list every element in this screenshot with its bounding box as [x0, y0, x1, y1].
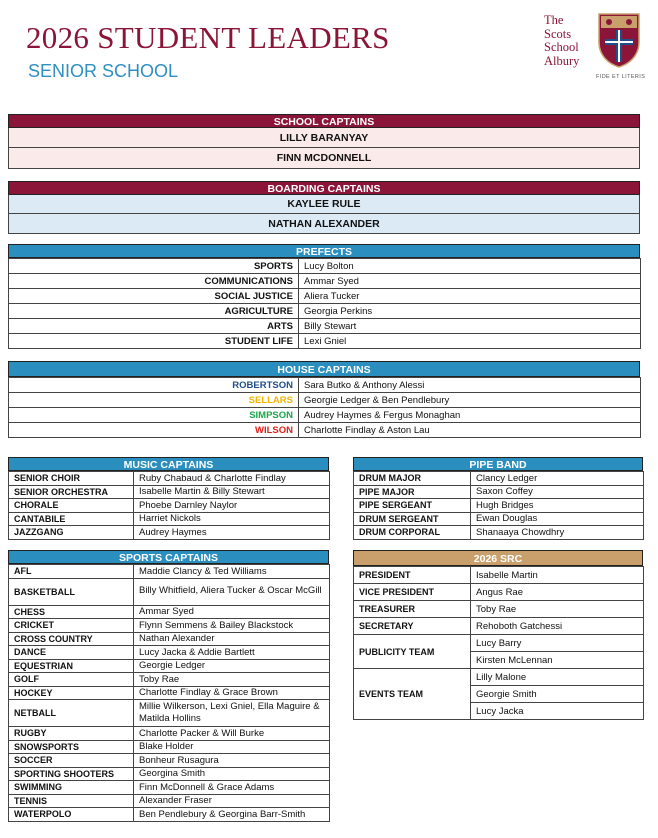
- table-row: [354, 635, 644, 652]
- school-motto: FIDE ET LITERIS: [596, 74, 646, 80]
- school-captains-section: [8, 114, 640, 169]
- role-label: PUBLICITY TEAM: [354, 635, 471, 669]
- role-label: CANTABILE: [9, 512, 134, 526]
- role-label: DRUM SERGEANT: [354, 512, 471, 526]
- role-label: PIPE SERGEANT: [354, 499, 471, 513]
- student-name: Isabelle Martin: [471, 567, 644, 584]
- captain-names: Georgie Ledger & Ben Pendlebury: [299, 393, 641, 408]
- student-name: Rehoboth Gatchessi: [471, 618, 644, 635]
- role-label: AGRICULTURE: [9, 304, 299, 319]
- captain-names: Blake Holder: [134, 740, 330, 754]
- sport-label: GOLF: [9, 673, 134, 687]
- sport-label: CRICKET: [9, 619, 134, 633]
- sport-label: WATERPOLO: [9, 808, 134, 822]
- table-row: [9, 423, 641, 438]
- role-label: SOCIAL JUSTICE: [9, 289, 299, 304]
- sport-label: SOCCER: [9, 754, 134, 768]
- captain-names: Flynn Semmens & Bailey Blackstock: [134, 619, 330, 633]
- student-name: Ammar Syed: [299, 274, 641, 289]
- student-name: Angus Rae: [471, 584, 644, 601]
- house-captains-section: [8, 361, 640, 438]
- captain-names: Billy Whitfield, Aliera Tucker & Oscar McGill: [134, 578, 330, 605]
- src-table: [353, 566, 644, 720]
- house-captains-table: [8, 377, 641, 438]
- section-header: SCHOOL CAPTAINS: [8, 114, 640, 128]
- table-row: [9, 259, 641, 274]
- captain-name: KAYLEE RULE: [8, 195, 640, 214]
- table-row: [9, 808, 330, 822]
- captain-names: Toby Rae: [134, 673, 330, 687]
- table-row: [354, 512, 644, 526]
- pipe-band-section: [353, 457, 643, 540]
- role-label: CHORALE: [9, 499, 134, 513]
- house-name: SELLARS: [9, 393, 299, 408]
- role-label: COMMUNICATIONS: [9, 274, 299, 289]
- house-name: ROBERTSON: [9, 378, 299, 393]
- table-row: [9, 526, 330, 540]
- table-row: [9, 686, 330, 700]
- table-row: [9, 393, 641, 408]
- section-header: SPORTS CAPTAINS: [8, 550, 329, 564]
- captain-names: Bonheur Rusagura: [134, 754, 330, 768]
- sport-label: AFL: [9, 565, 134, 579]
- sports-captains-section: [8, 550, 329, 822]
- student-name: Shanaaya Chowdhry: [471, 526, 644, 540]
- captain-names: Millie Wilkerson, Lexi Gniel, Ella Maguire & Matilda Hollins: [134, 700, 330, 727]
- boarding-captains-section: [8, 181, 640, 234]
- role-label: SENIOR ORCHESTRA: [9, 485, 134, 499]
- table-row: [354, 472, 644, 486]
- student-name: Lucy Bolton: [299, 259, 641, 274]
- section-header: BOARDING CAPTAINS: [8, 181, 640, 195]
- student-name: Lexi Gniel: [299, 334, 641, 349]
- captain-names: Georgina Smith: [134, 767, 330, 781]
- logo-line: School: [544, 40, 579, 54]
- section-header: 2026 SRC: [353, 550, 643, 566]
- student-name: Isabelle Martin & Billy Stewart: [134, 485, 330, 499]
- captain-names: Ben Pendlebury & Georgina Barr-Smith: [134, 808, 330, 822]
- table-row: [9, 408, 641, 423]
- school-logo-text: [544, 14, 579, 68]
- student-name: Toby Rae: [471, 601, 644, 618]
- section-header: MUSIC CAPTAINS: [8, 457, 329, 471]
- src-section: [353, 550, 643, 720]
- student-name: Hugh Bridges: [471, 499, 644, 513]
- table-row: [9, 605, 330, 619]
- table-row: [354, 499, 644, 513]
- student-name: Lucy Jacka: [471, 703, 644, 720]
- page-subtitle: SENIOR SCHOOL: [28, 61, 179, 81]
- sport-label: CHESS: [9, 605, 134, 619]
- table-row: [9, 319, 641, 334]
- captain-name: NATHAN ALEXANDER: [8, 214, 640, 234]
- sport-label: RUGBY: [9, 727, 134, 741]
- captain-names: Charlotte Packer & Will Burke: [134, 727, 330, 741]
- role-label: JAZZGANG: [9, 526, 134, 540]
- captain-names: Nathan Alexander: [134, 632, 330, 646]
- section-header: PREFECTS: [8, 244, 640, 258]
- sport-label: SWIMMING: [9, 781, 134, 795]
- captain-names: Sara Butko & Anthony Alessi: [299, 378, 641, 393]
- table-row: [9, 754, 330, 768]
- table-row: [9, 378, 641, 393]
- captain-names: Lucy Jacka & Addie Bartlett: [134, 646, 330, 660]
- table-row: [354, 526, 644, 540]
- sports-captains-table: [8, 564, 330, 822]
- role-label: SECRETARY: [354, 618, 471, 635]
- table-row: [9, 619, 330, 633]
- student-name: Kirsten McLennan: [471, 652, 644, 669]
- role-label: VICE PRESIDENT: [354, 584, 471, 601]
- captain-names: Finn McDonnell & Grace Adams: [134, 781, 330, 795]
- table-row: [9, 274, 641, 289]
- table-row: [354, 567, 644, 584]
- role-label: EVENTS TEAM: [354, 669, 471, 720]
- table-row: [9, 767, 330, 781]
- sport-label: CROSS COUNTRY: [9, 632, 134, 646]
- student-name: Harriet Nickols: [134, 512, 330, 526]
- school-crest-icon: [597, 12, 641, 68]
- table-row: [9, 673, 330, 687]
- role-label: STUDENT LIFE: [9, 334, 299, 349]
- sport-label: SPORTING SHOOTERS: [9, 767, 134, 781]
- role-label: SENIOR CHOIR: [9, 472, 134, 486]
- music-captains-table: [8, 471, 330, 540]
- table-row: [9, 304, 641, 319]
- sport-label: TENNIS: [9, 794, 134, 808]
- table-row: [354, 618, 644, 635]
- logo-line: Scots: [544, 26, 572, 41]
- student-name: Georgia Perkins: [299, 304, 641, 319]
- section-header: HOUSE CAPTAINS: [8, 361, 640, 377]
- table-row: [9, 289, 641, 304]
- table-row: [9, 700, 330, 727]
- sport-label: HOCKEY: [9, 686, 134, 700]
- captain-names: Alexander Fraser: [134, 794, 330, 808]
- table-row: [9, 578, 330, 605]
- captain-names: Georgie Ledger: [134, 659, 330, 673]
- table-row: [9, 512, 330, 526]
- pipe-band-table: [353, 471, 644, 540]
- student-name: Ruby Chabaud & Charlotte Findlay: [134, 472, 330, 486]
- role-label: SPORTS: [9, 259, 299, 274]
- table-row: [9, 472, 330, 486]
- role-label: DRUM MAJOR: [354, 472, 471, 486]
- student-name: Ewan Douglas: [471, 512, 644, 526]
- table-row: [9, 485, 330, 499]
- table-row: [9, 499, 330, 513]
- section-header: PIPE BAND: [353, 457, 643, 471]
- table-row: [9, 565, 330, 579]
- table-row: [9, 740, 330, 754]
- table-row: [354, 669, 644, 686]
- student-name: Georgie Smith: [471, 686, 644, 703]
- student-name: Saxon Coffey: [471, 485, 644, 499]
- captain-name: FINN MCDONNELL: [8, 148, 640, 169]
- sport-label: SNOWSPORTS: [9, 740, 134, 754]
- table-row: [9, 781, 330, 795]
- captain-names: Charlotte Findlay & Grace Brown: [134, 686, 330, 700]
- role-label: PIPE MAJOR: [354, 485, 471, 499]
- role-label: PRESIDENT: [354, 567, 471, 584]
- table-row: [354, 584, 644, 601]
- sport-label: NETBALL: [9, 700, 134, 727]
- music-captains-section: [8, 457, 329, 540]
- house-name: WILSON: [9, 423, 299, 438]
- captain-names: Maddie Clancy & Ted Williams: [134, 565, 330, 579]
- table-row: [9, 334, 641, 349]
- table-row: [9, 632, 330, 646]
- captain-names: Audrey Haymes & Fergus Monaghan: [299, 408, 641, 423]
- captain-names: Charlotte Findlay & Aston Lau: [299, 423, 641, 438]
- table-row: [354, 601, 644, 618]
- student-name: Lilly Malone: [471, 669, 644, 686]
- captain-names: Ammar Syed: [134, 605, 330, 619]
- prefects-table: [8, 258, 641, 349]
- student-name: Phoebe Darnley Naylor: [134, 499, 330, 513]
- table-row: [9, 794, 330, 808]
- student-name: Clancy Ledger: [471, 472, 644, 486]
- role-label: TREASURER: [354, 601, 471, 618]
- role-label: DRUM CORPORAL: [354, 526, 471, 540]
- student-name: Billy Stewart: [299, 319, 641, 334]
- sport-label: EQUESTRIAN: [9, 659, 134, 673]
- table-row: [9, 727, 330, 741]
- role-label: ARTS: [9, 319, 299, 334]
- house-name: SIMPSON: [9, 408, 299, 423]
- student-name: Audrey Haymes: [134, 526, 330, 540]
- sport-label: DANCE: [9, 646, 134, 660]
- logo-line: The: [544, 13, 564, 27]
- table-row: [9, 646, 330, 660]
- sport-label: BASKETBALL: [9, 578, 134, 605]
- table-row: [354, 485, 644, 499]
- student-name: Aliera Tucker: [299, 289, 641, 304]
- table-row: [9, 659, 330, 673]
- captain-name: LILLY BARANYAY: [8, 128, 640, 148]
- student-name: Lucy Barry: [471, 635, 644, 652]
- prefects-section: [8, 244, 640, 349]
- page-title: 2026 STUDENT LEADERS: [26, 20, 390, 55]
- logo-line: Albury: [544, 53, 580, 68]
